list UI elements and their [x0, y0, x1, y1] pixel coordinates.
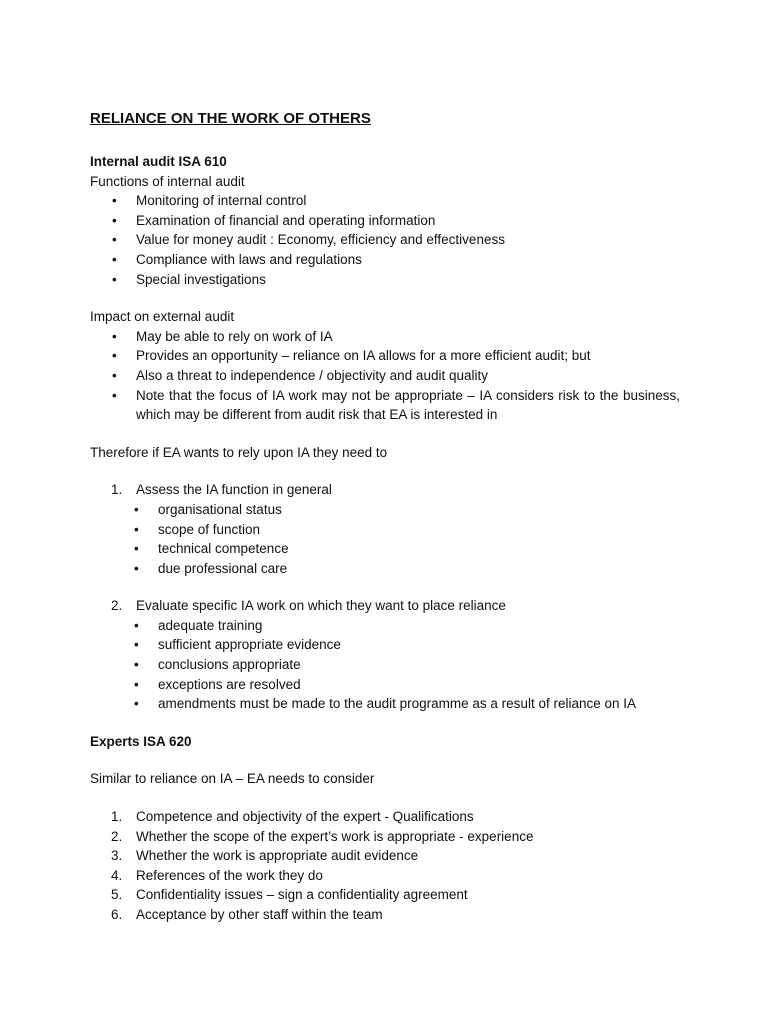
step-list [90, 480, 680, 500]
list-item: • technical competence [90, 539, 680, 559]
step-number: 2. [111, 598, 123, 614]
list-item: • Note that the focus of IA work may not be appropriate – IA considers risk to the business, which may be different from audit risk that EA is interested in [112, 387, 680, 423]
list-item: • Value for money audit : Economy, efficiency and effectiveness [90, 230, 680, 250]
step-list [90, 596, 680, 616]
page-title: RELIANCE ON THE WORK OF OTHERS [90, 110, 371, 127]
therefore-text: Therefore if EA wants to rely upon IA they need to [90, 444, 388, 460]
list-item: • Examination of financial and operating information [90, 211, 680, 231]
list-item: 6. Acceptance by other staff within the team [90, 905, 680, 925]
bullet-icon: • [134, 560, 139, 576]
bullet-icon: • [112, 387, 117, 403]
bullet-icon: • [112, 251, 117, 267]
item-number: 5. [111, 887, 123, 903]
bullet-icon: • [134, 617, 139, 633]
list-item: • Monitoring of internal control [90, 191, 680, 211]
list-item: 3. Whether the work is appropriate audit evidence [90, 846, 680, 866]
bullet-icon: • [134, 521, 139, 537]
item-number: 4. [111, 867, 123, 883]
bullet-icon: • [112, 328, 117, 344]
list-item: • Special investigations [90, 270, 680, 290]
item-number: 1. [111, 809, 123, 825]
experts-list [90, 807, 680, 925]
step2-sublist [90, 616, 680, 714]
list-item: • sufficient appropriate evidence [90, 635, 680, 655]
step1-sublist [90, 500, 680, 578]
bullet-icon: • [134, 696, 139, 712]
step-label: Assess the IA function in general [136, 482, 332, 498]
bullet-icon: • [134, 657, 139, 673]
step-item [90, 596, 680, 616]
bullet-icon: • [112, 271, 117, 287]
impact-list [90, 327, 680, 425]
list-item: • due professional care [90, 559, 680, 579]
list-item: • Also a threat to independence / objectivity and audit quality [90, 366, 680, 386]
impact-label: Impact on external audit [90, 309, 235, 325]
list-item: • conclusions appropriate [90, 655, 680, 675]
step-label: Evaluate specific IA work on which they want to place reliance [136, 598, 506, 614]
list-item: • Provides an opportunity – reliance on IA allows for a more efficient audit; but [90, 346, 680, 366]
functions-label: Functions of internal audit [90, 173, 245, 189]
item-number: 3. [111, 848, 123, 864]
bullet-icon: • [134, 501, 139, 517]
item-number: 6. [111, 907, 123, 922]
internal-audit-heading: Internal audit ISA 610 [90, 154, 227, 169]
list-item: • May be able to rely on work of IA [90, 327, 680, 347]
document-page [90, 108, 680, 925]
bullet-icon: • [134, 637, 139, 653]
list-item: 5. Confidentiality issues – sign a confidentiality agreement [90, 885, 680, 905]
list-item: • Compliance with laws and regulations [90, 250, 680, 270]
bullet-icon: • [112, 193, 117, 209]
list-item: 4. References of the work they do [90, 866, 680, 886]
item-number: 2. [111, 828, 123, 844]
list-item: • exceptions are resolved [90, 675, 680, 695]
step-item [90, 480, 680, 500]
step-number: 1. [111, 482, 123, 498]
experts-intro: Similar to reliance on IA – EA needs to consider [90, 771, 375, 787]
functions-list [90, 191, 680, 289]
list-item: • organisational status [90, 500, 680, 520]
bullet-icon: • [112, 348, 117, 364]
bullet-icon: • [112, 212, 117, 228]
list-item: 2. Whether the scope of the expert’s work is appropriate - experience [90, 827, 680, 847]
bullet-icon: • [112, 232, 117, 248]
bullet-icon: • [134, 541, 139, 557]
list-item: • scope of function [90, 520, 680, 540]
bullet-icon: • [112, 367, 117, 383]
list-item: • amendments must be made to the audit programme as a result of reliance on IA [90, 694, 680, 714]
list-item: • adequate training [90, 616, 680, 636]
list-item: 1. Competence and objectivity of the expert - Qualifications [90, 807, 680, 827]
experts-heading: Experts ISA 620 [90, 733, 192, 749]
bullet-icon: • [134, 676, 139, 692]
